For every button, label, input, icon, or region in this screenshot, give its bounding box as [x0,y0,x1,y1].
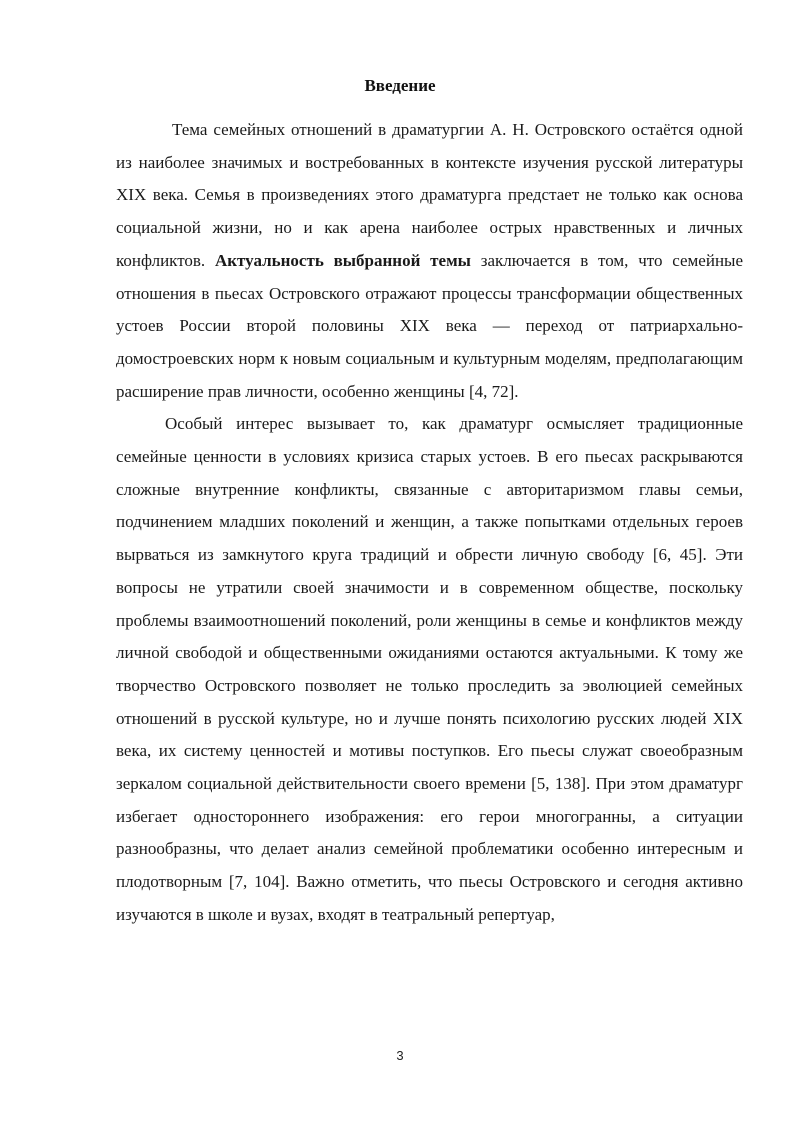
paragraph-relevance [116,114,743,408]
paragraph-interest: Особый интерес вызывает то, как драматург осмысляет традиционные семейные ценности в условиях кризиса старых устоев. В его пьесах раскрываются сложные внутренние конфликты, связанные с авторитаризмом главы семьи, подчинением младших поколений и женщин, а также попытками отдельных героев вырваться из замкнутого круга традиций и обрести личную свободу [6, 45]. Эти вопросы не утратили своей значимости и в современном обществе, поскольку проблемы взаимоотношений поколений, роли женщины в семье и конфликтов между личной свободой и общественными ожиданиями остаются актуальными. К тому же творчество Островского позволяет не только проследить за эволюцией семейных отношений в русской культуре, но и лучше понять психологию русских людей XIX века, их систему ценностей и мотивы поступков. Его пьесы служат своеобразным зеркалом социальной действительности своего времени [5, 138]. При этом драматург избегает одностороннего изображения: его герои многогранны, а ситуации разнообразны, что делает анализ семейной проблематики особенно интересным и плодотворным [7, 104]. Важно отметить, что пьесы Островского и сегодня активно изучаются в школе и вузах, входят в театральный репертуар, [116,414,743,924]
paragraph-text: Тема семейных отношений в драматургии А. Н. Островского остаётся одной из наиболее значимых и востребованных в контексте изучения русской литературы XIX века. Семья в произведениях этого драматурга предстает не только как основа социальной жизни, но и как арена наиболее острых нравственных и личных конфликтов. [116,120,743,270]
bold-phrase: Актуальность выбранной темы [214,250,471,270]
page-number: 3 [396,1048,404,1063]
section-heading: Введение [364,76,436,95]
body-text [116,114,743,932]
paragraph-text: заключается в том, что семейные отношения в пьесах Островского отражают процессы трансформации общественных устоев России второй половины XIX века — переход от патриархально-домостроевских норм к новым социальным и культурным моделям, предполагающим расширение прав личности, особенно женщины [4, 72]. [116,250,744,401]
